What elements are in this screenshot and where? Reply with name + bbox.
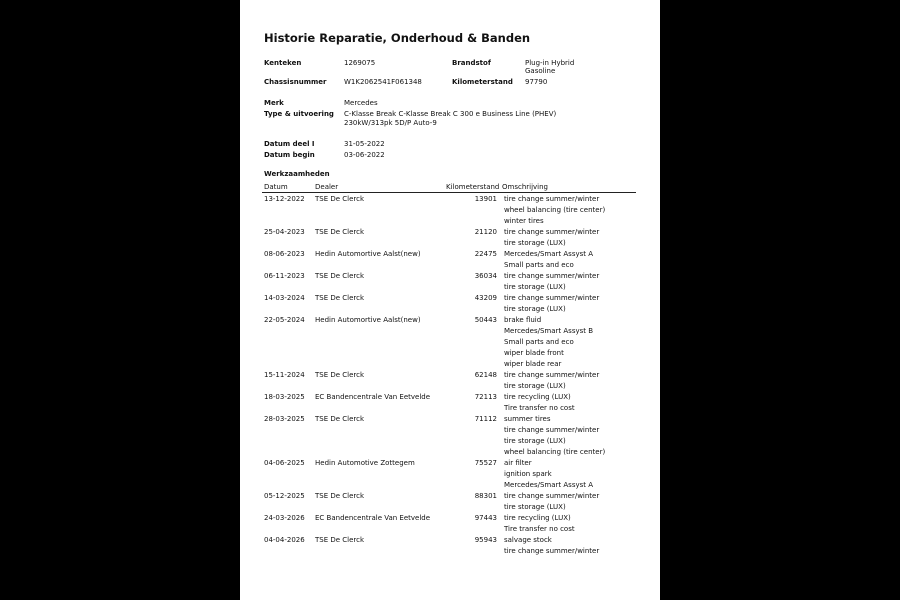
row-kilometerstand: 72113 — [474, 393, 497, 401]
row-omschrijving-line: tire change summer/winter — [504, 195, 600, 203]
row-omschrijving-line: tire storage (LUX) — [504, 239, 566, 247]
row-kilometerstand: 88301 — [474, 492, 497, 500]
row-omschrijving-line: tire change summer/winter — [504, 294, 600, 302]
row-omschrijving-line: Mercedes/Smart Assyst B — [504, 327, 594, 335]
row-omschrijving-line: tire recycling (LUX) — [504, 514, 571, 522]
row-date: 22-05-2024 — [264, 316, 305, 324]
brandstof-line-1: Plug-in Hybrid — [525, 59, 575, 67]
row-date: 08-06-2023 — [264, 250, 305, 258]
merk-value: Mercedes — [344, 99, 378, 107]
table-row — [240, 513, 660, 535]
row-omschrijving-line: Mercedes/Smart Assyst A — [504, 481, 594, 489]
row-omschrijving-line: wheel balancing (tire center) — [504, 206, 606, 214]
row-dealer: TSE De Clerck — [315, 415, 365, 423]
row-omschrijving — [504, 194, 605, 227]
row-kilometerstand: 21120 — [474, 228, 497, 236]
datum-deel-label: Datum deel I — [264, 140, 315, 148]
row-omschrijving-line: tire change summer/winter — [504, 228, 600, 236]
row-omschrijving — [504, 227, 599, 249]
datum-begin-value: 03-06-2022 — [344, 151, 385, 159]
table-row — [240, 414, 660, 458]
row-omschrijving-line: Mercedes/Smart Assyst A — [504, 250, 594, 258]
document-page — [240, 0, 660, 600]
row-omschrijving-line: tire change summer/winter — [504, 426, 600, 434]
brandstof-value — [525, 59, 574, 75]
row-omschrijving — [504, 392, 575, 414]
werkzaamheden-heading: Werkzaamheden — [264, 170, 330, 178]
datum-deel-value: 31-05-2022 — [344, 140, 385, 148]
row-omschrijving-line: tire storage (LUX) — [504, 283, 566, 291]
col-header-km: Kilometerstand — [446, 183, 500, 191]
type-value — [344, 110, 556, 128]
table-row — [240, 194, 660, 227]
row-dealer: EC Bandencentrale Van Eetvelde — [315, 514, 431, 522]
row-omschrijving-line: tire change summer/winter — [504, 492, 600, 500]
row-date: 24-03-2026 — [264, 514, 305, 522]
werkzaamheden-table — [240, 194, 660, 557]
row-omschrijving-line: tire storage (LUX) — [504, 305, 566, 313]
row-omschrijving — [504, 414, 605, 458]
row-omschrijving — [504, 271, 599, 293]
row-dealer: TSE De Clerck — [315, 371, 365, 379]
row-date: 05-12-2025 — [264, 492, 305, 500]
kenteken-value: 1269075 — [344, 59, 376, 67]
row-omschrijving — [504, 370, 599, 392]
row-omschrijving-line: tire change summer/winter — [504, 547, 600, 555]
row-omschrijving-line: tire change summer/winter — [504, 272, 600, 280]
table-row — [240, 227, 660, 249]
row-kilometerstand: 62148 — [474, 371, 497, 379]
table-row — [240, 491, 660, 513]
row-omschrijving-line: tire change summer/winter — [504, 371, 600, 379]
row-date: 18-03-2025 — [264, 393, 305, 401]
page-title: Historie Reparatie, Onderhoud & Banden — [264, 31, 531, 45]
row-omschrijving — [504, 293, 599, 315]
row-kilometerstand: 22475 — [474, 250, 497, 258]
row-kilometerstand: 13901 — [474, 195, 497, 203]
row-date: 14-03-2024 — [264, 294, 305, 302]
row-omschrijving — [504, 458, 593, 491]
row-date: 13-12-2022 — [264, 195, 305, 203]
row-kilometerstand: 36034 — [474, 272, 497, 280]
row-omschrijving — [504, 249, 593, 271]
row-date: 06-11-2023 — [264, 272, 305, 280]
row-omschrijving-line: Tire transfer no cost — [504, 404, 575, 412]
row-dealer: TSE De Clerck — [315, 294, 365, 302]
row-omschrijving-line: tire storage (LUX) — [504, 437, 566, 445]
table-row — [240, 458, 660, 491]
datum-begin-label: Datum begin — [264, 151, 315, 159]
type-label: Type & uitvoering — [264, 110, 334, 118]
row-dealer: TSE De Clerck — [315, 228, 365, 236]
row-kilometerstand: 97443 — [474, 514, 497, 522]
row-kilometerstand: 75527 — [474, 459, 497, 467]
table-row — [240, 249, 660, 271]
brandstof-label: Brandstof — [452, 59, 491, 67]
chassis-label: Chassisnummer — [264, 78, 327, 86]
row-omschrijving-line: brake fluid — [504, 316, 542, 324]
row-omschrijving — [504, 513, 575, 535]
row-omschrijving-line: Tire transfer no cost — [504, 525, 575, 533]
row-omschrijving-line: tire recycling (LUX) — [504, 393, 571, 401]
row-date: 04-06-2025 — [264, 459, 305, 467]
row-kilometerstand: 43209 — [474, 294, 497, 302]
row-dealer: TSE De Clerck — [315, 536, 365, 544]
row-dealer: Hedin Automortive Aalst(new) — [315, 316, 421, 324]
row-omschrijving-line: salvage stock — [504, 536, 552, 544]
row-kilometerstand: 71112 — [474, 415, 497, 423]
row-omschrijving-line: winter tires — [504, 217, 544, 225]
type-line-2: 230kW/313pk 5D/P Auto-9 — [344, 119, 437, 127]
row-dealer: Hedin Automortive Aalst(new) — [315, 250, 421, 258]
kenteken-label: Kenteken — [264, 59, 302, 67]
row-omschrijving-line: tire storage (LUX) — [504, 503, 566, 511]
table-row — [240, 271, 660, 293]
row-omschrijving-line: tire storage (LUX) — [504, 382, 566, 390]
row-kilometerstand: 50443 — [474, 316, 497, 324]
row-omschrijving — [504, 535, 599, 557]
row-date: 28-03-2025 — [264, 415, 305, 423]
kilometerstand-value: 97790 — [525, 78, 548, 86]
row-omschrijving-line: ignition spark — [504, 470, 552, 478]
table-row — [240, 315, 660, 370]
header-divider — [262, 192, 636, 193]
table-row — [240, 535, 660, 557]
row-omschrijving-line: Small parts and eco — [504, 261, 574, 269]
row-date: 15-11-2024 — [264, 371, 305, 379]
chassis-value: W1K2062541F061348 — [344, 78, 422, 86]
row-omschrijving-line: Small parts and eco — [504, 338, 574, 346]
row-dealer: Hedin Automotive Zottegem — [315, 459, 415, 467]
table-row — [240, 293, 660, 315]
row-dealer: EC Bandencentrale Van Eetvelde — [315, 393, 431, 401]
row-omschrijving-line: wheel balancing (tire center) — [504, 448, 606, 456]
table-row — [240, 370, 660, 392]
row-date: 04-04-2026 — [264, 536, 305, 544]
row-kilometerstand: 95943 — [474, 536, 497, 544]
col-header-dealer: Dealer — [315, 183, 339, 191]
row-omschrijving-line: summer tires — [504, 415, 551, 423]
row-omschrijving-line: wiper blade rear — [504, 360, 562, 368]
col-header-desc: Omschrijving — [502, 183, 548, 191]
row-dealer: TSE De Clerck — [315, 272, 365, 280]
kilometerstand-label: Kilometerstand — [452, 78, 513, 86]
row-omschrijving — [504, 491, 599, 513]
col-header-date: Datum — [264, 183, 288, 191]
table-row — [240, 392, 660, 414]
row-date: 25-04-2023 — [264, 228, 305, 236]
row-omschrijving-line: air filter — [504, 459, 532, 467]
type-line-1: C-Klasse Break C-Klasse Break C 300 e Business Line (PHEV) — [344, 110, 557, 118]
merk-label: Merk — [264, 99, 284, 107]
row-dealer: TSE De Clerck — [315, 195, 365, 203]
row-omschrijving-line: wiper blade front — [504, 349, 564, 357]
brandstof-line-2: Gasoline — [525, 67, 556, 75]
row-dealer: TSE De Clerck — [315, 492, 365, 500]
row-omschrijving — [504, 315, 593, 370]
